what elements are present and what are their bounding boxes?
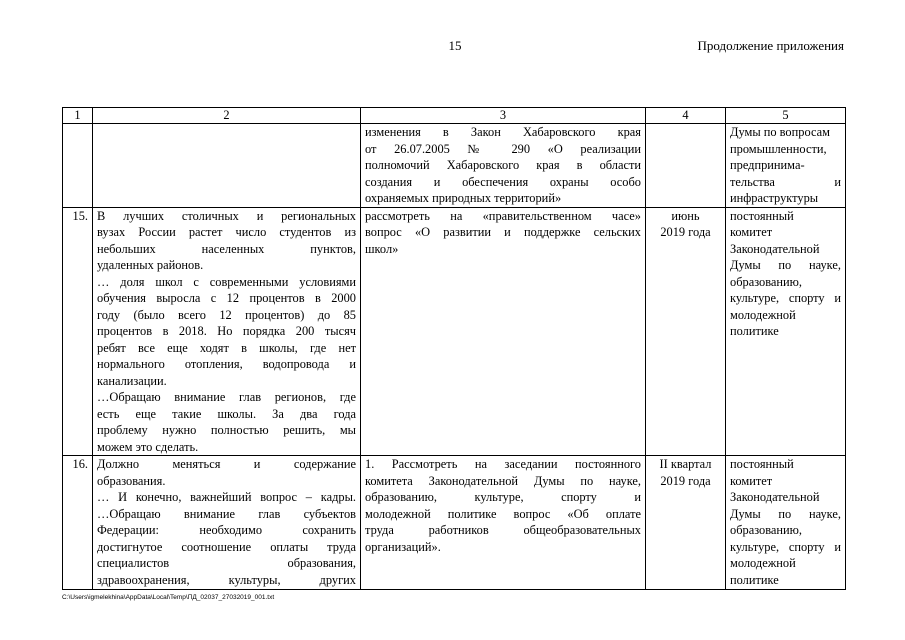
cell-line: полномочий Хабаровского края в области: [365, 158, 641, 172]
cell-line: образованию,: [730, 523, 803, 537]
cell-line: 1. Рассмотреть на заседании постоянного: [365, 457, 641, 471]
cell-line: июнь: [671, 208, 700, 223]
cell-line: постоянный: [730, 208, 794, 223]
cell-line: политике: [730, 572, 779, 587]
cell-line: II квартал: [659, 457, 712, 471]
cell-line: политике: [730, 324, 779, 338]
cell-line: образованию,: [730, 274, 803, 289]
cell-line: школ»: [365, 241, 399, 256]
deadline-cell: [646, 207, 726, 456]
cell-line: небольших населенных пунктов,: [97, 241, 356, 256]
table-row: [63, 124, 846, 208]
cell-line: от 26.07.2005 № 290 «О реализации: [365, 141, 641, 156]
table-row: [63, 207, 846, 456]
cell-line: рассмотреть на «правительственном часе»: [365, 208, 641, 223]
cell-line: организаций».: [365, 539, 441, 554]
cell-line: году (было всего 12 процентов) до 85: [97, 307, 356, 322]
row-number-cell: [63, 124, 93, 208]
cell-line: комитета Законодательной Думы по науке,: [365, 473, 641, 488]
column-number: 4: [646, 108, 726, 124]
cell-line: культуре, спорту и: [730, 539, 841, 554]
cell-line: молодежной политике вопрос «Об оплате: [365, 506, 641, 521]
cell-line: канализации.: [97, 373, 167, 388]
file-path-footer: C:\Users\igmelekhina\AppData\Local\Temp\ПД_02037_27032019_001.txt: [62, 594, 275, 601]
cell-line: здравоохранения, культуры, других: [97, 572, 356, 587]
table-row: [63, 456, 846, 590]
excerpt-cell: [93, 456, 361, 590]
cell-line: труда работников общеобразовательных: [365, 523, 641, 537]
row-number-cell: 16.: [63, 456, 93, 590]
cell-line: обучения выросла с 12 процентов в 2000: [97, 291, 356, 305]
cell-line: молодежной: [730, 307, 796, 322]
column-number: 2: [93, 108, 361, 124]
continuation-label: Продолжение приложения: [697, 38, 844, 53]
cell-line: комитет: [730, 473, 773, 488]
cell-line: ребят все еще ходят в школы, где нет: [97, 340, 356, 355]
cell-line: специалистов образования,: [97, 556, 356, 570]
excerpt-cell: [93, 207, 361, 456]
cell-line: образования.: [97, 473, 166, 488]
column-number: 5: [726, 108, 846, 124]
cell-line: промышленности,: [730, 141, 827, 156]
column-number: 1: [63, 108, 93, 124]
column-number: 3: [361, 108, 646, 124]
cell-line: постоянный: [730, 457, 794, 471]
cell-line: вузах России растет число студентов из: [97, 225, 356, 239]
excerpt-cell: [93, 124, 361, 208]
cell-line: есть еще такие школы. За два года: [97, 406, 356, 421]
cell-line: 2019 года: [660, 473, 711, 488]
appendix-table: [62, 107, 846, 590]
cell-line: проблему нужно полностью решить, мы: [97, 423, 356, 437]
cell-line: культуре, спорту и: [730, 291, 841, 305]
responsible-cell: [726, 207, 846, 456]
cell-line: Думы по науке,: [730, 258, 841, 272]
cell-line: нормального отопления, водопровода и: [97, 357, 356, 371]
cell-line: образованию, культуре, спорту и: [365, 490, 641, 504]
cell-line: Думы по науке,: [730, 506, 841, 521]
cell-line: можем это сделать.: [97, 439, 199, 454]
cell-line: … И конечно, важнейший вопрос – кадры.: [97, 490, 356, 504]
responsible-cell: [726, 456, 846, 590]
measure-cell: [361, 124, 646, 208]
cell-line: процентов в 2018. Но порядка 200 тысяч: [97, 324, 356, 338]
deadline-cell: [646, 124, 726, 208]
cell-line: Должно меняться и содержание: [97, 457, 356, 471]
cell-line: вопрос «О развитии и поддержке сельских: [365, 225, 641, 239]
responsible-cell: [726, 124, 846, 208]
measure-cell: [361, 456, 646, 590]
measure-cell: [361, 207, 646, 456]
cell-line: молодежной: [730, 556, 796, 570]
cell-line: В лучших столичных и региональных: [97, 208, 356, 223]
column-number-row: [63, 108, 846, 124]
cell-line: Законодательной: [730, 241, 820, 256]
cell-line: охраняемых природных территорий»: [365, 191, 562, 205]
row-number-cell: 15.: [63, 207, 93, 456]
cell-line: Законодательной: [730, 490, 820, 504]
cell-line: … доля школ с современными условиями: [97, 274, 356, 289]
deadline-cell: [646, 456, 726, 590]
cell-line: удаленных районов.: [97, 258, 204, 272]
cell-line: тельства и: [730, 174, 841, 189]
cell-line: изменения в Закон Хабаровского края: [365, 125, 641, 139]
cell-line: комитет: [730, 225, 773, 239]
cell-line: Федерации: необходимо сохранить: [97, 523, 356, 537]
cell-line: …Обращаю внимание глав регионов, где: [97, 390, 356, 404]
cell-line: создания и обеспечения охраны особо: [365, 174, 641, 189]
cell-line: 2019 года: [660, 225, 711, 239]
cell-line: Думы по вопросам: [730, 125, 830, 139]
cell-line: …Обращаю внимание глав субъектов: [97, 506, 356, 521]
cell-line: предпринима-: [730, 158, 805, 172]
cell-line: инфраструктуры: [730, 191, 819, 205]
cell-line: достигнутое соотношение оплаты труда: [97, 539, 356, 554]
page-number: 15: [448, 38, 462, 53]
